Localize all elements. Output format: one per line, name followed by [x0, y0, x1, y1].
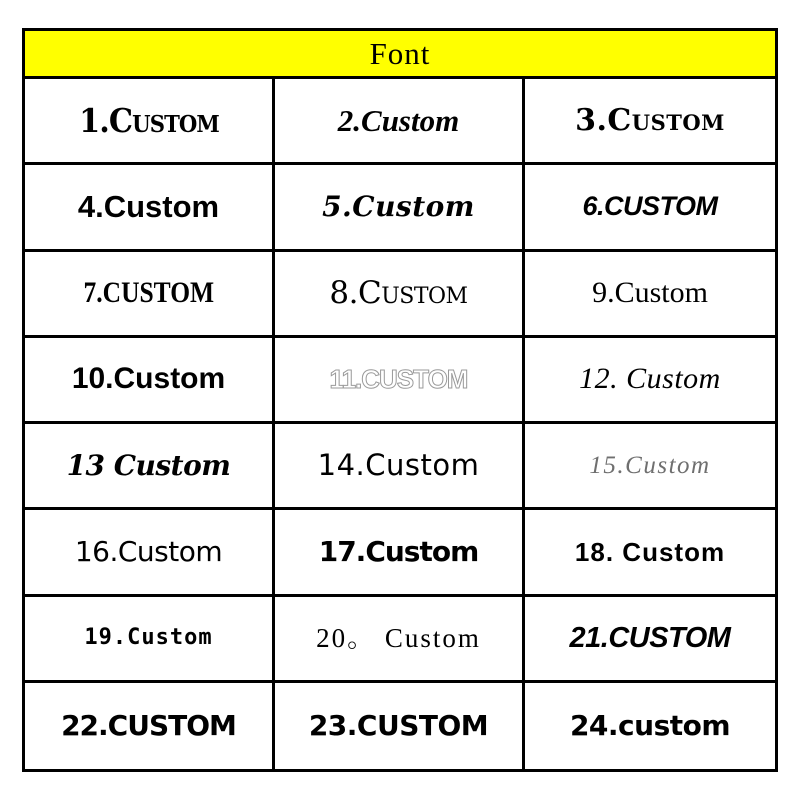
font-sample-label: 17.Custom [318, 534, 479, 568]
font-sample-cell-1[interactable] [25, 79, 275, 165]
font-sample-label: 13 Custom [66, 448, 231, 482]
font-sample-label: 23.CUSTOM [308, 708, 489, 742]
font-sample-label: 16.Custom [74, 534, 223, 568]
font-sample-cell-21[interactable] [525, 597, 775, 683]
font-sample-cell-8[interactable] [275, 252, 525, 338]
font-sample-cell-14[interactable] [275, 424, 525, 510]
font-sample-cell-24[interactable] [525, 683, 775, 769]
font-sample-label: 19.Custom [84, 625, 213, 651]
font-sample-cell-9[interactable] [525, 252, 775, 338]
font-sample-cell-20[interactable] [275, 597, 525, 683]
font-sample-label: 20。 Custom [316, 622, 481, 653]
font-sample-cell-17[interactable] [275, 510, 525, 596]
font-sample-cell-23[interactable] [275, 683, 525, 769]
font-sample-cell-3[interactable] [525, 79, 775, 165]
font-sample-cell-5[interactable] [275, 165, 525, 251]
font-sample-label: 3.Custom [575, 102, 725, 138]
font-sample-cell-7[interactable] [25, 252, 275, 338]
font-sample-cell-4[interactable] [25, 165, 275, 251]
font-sample-label: 9.Custom [592, 276, 708, 310]
sheet-header [25, 31, 775, 79]
font-sample-cell-6[interactable] [525, 165, 775, 251]
font-sample-label: 10.Custom [71, 362, 226, 396]
font-sample-label: 14.Custom [317, 448, 480, 483]
font-sample-label: 1.Custom [78, 101, 219, 141]
font-sample-label: 18. Custom [574, 536, 726, 567]
font-sample-label: 21.CUSTOM [569, 621, 731, 654]
font-sample-grid [25, 79, 775, 769]
font-sample-label: 24.custom [569, 708, 731, 742]
font-sample-cell-15[interactable] [525, 424, 775, 510]
font-sample-cell-16[interactable] [25, 510, 275, 596]
font-sample-cell-18[interactable] [525, 510, 775, 596]
page-title: Font [369, 35, 431, 71]
font-sample-cell-2[interactable] [275, 79, 525, 165]
font-sample-label: 22.CUSTOM [61, 708, 236, 742]
font-sample-cell-11[interactable] [275, 338, 525, 424]
font-sample-label: 4.Custom [77, 189, 220, 225]
font-sample-label: 8.Custom [329, 274, 468, 311]
font-sample-cell-13[interactable] [25, 424, 275, 510]
font-sample-label: 15.Custom [589, 452, 711, 480]
font-sample-label: 7.CUSTOM [83, 276, 214, 310]
font-sample-cell-22[interactable] [25, 683, 275, 769]
font-sample-label: 12. Custom [579, 362, 721, 396]
font-sample-label: 11.CUSTOM [329, 364, 468, 395]
font-sample-label: 2.Custom [337, 103, 460, 139]
font-sample-label: 5.Custom [322, 189, 475, 223]
font-sample-cell-12[interactable] [525, 338, 775, 424]
font-sample-label: 6.CUSTOM [582, 191, 718, 222]
font-sample-sheet [22, 28, 778, 772]
font-sample-cell-19[interactable] [25, 597, 275, 683]
font-sample-cell-10[interactable] [25, 338, 275, 424]
